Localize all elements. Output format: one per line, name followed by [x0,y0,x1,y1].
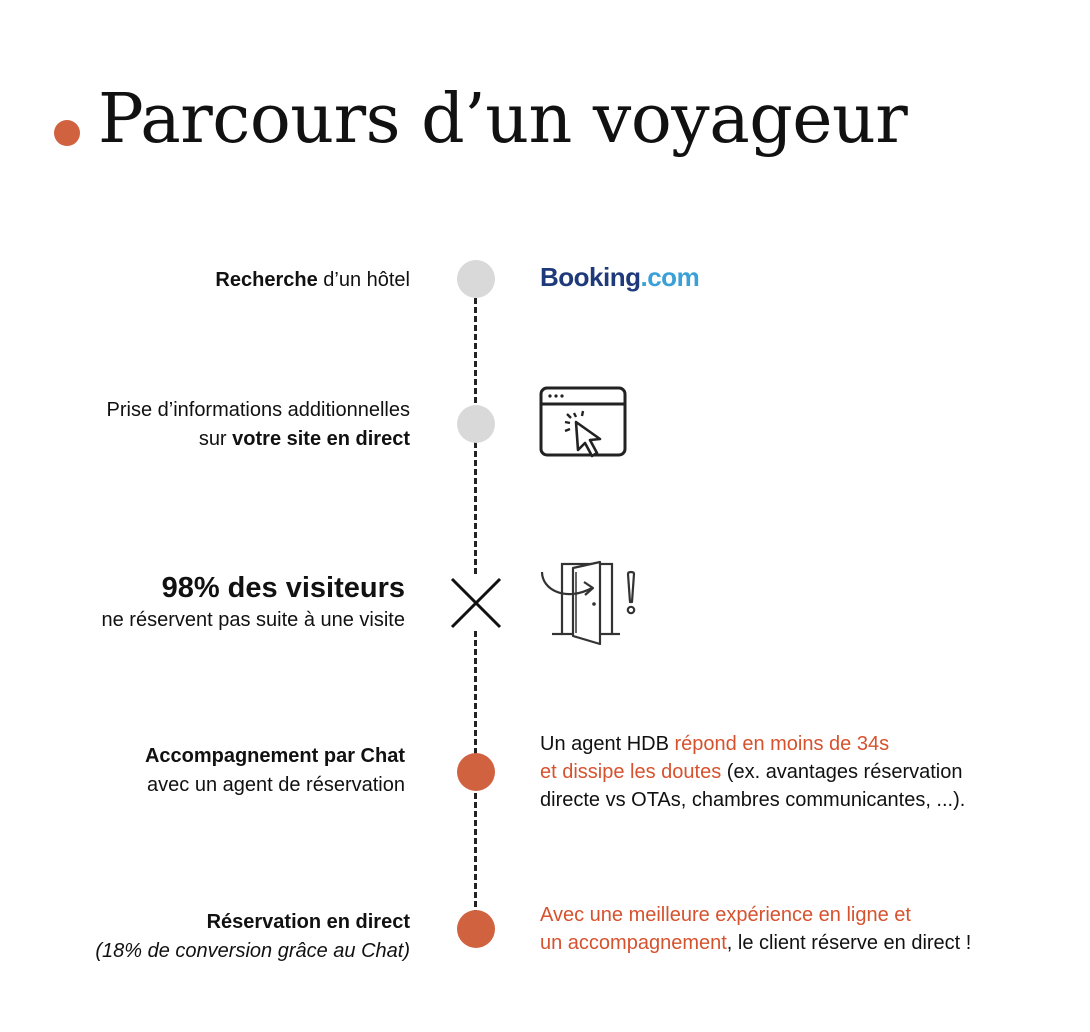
booking-logo-part2: .com [640,262,700,292]
step-4-desc-line2 [540,758,965,786]
step-2-label-line2-bold: votre site en direct [232,428,410,450]
step-3-label [101,570,405,635]
door-exit-alert-icon [536,558,646,653]
step-1-label [215,266,410,295]
booking-logo [540,262,699,293]
step-2-label-line2 [107,425,411,454]
step-5-node [457,910,495,948]
step-2-label-line1: Prise d’informations additionnelles [106,399,410,421]
page-title: Parcours d’un voyageur [98,80,908,159]
browser-click-icon [538,384,630,465]
step-4-node [457,753,495,791]
step-2-node [457,405,495,443]
step-4-label [145,742,405,800]
step-5-label-bold: Réservation en direct [206,911,410,933]
step-4-desc-line1-prefix: Un agent HDB [540,733,675,755]
step-4-label-line2: avec un agent de réservation [147,774,405,796]
step-4-desc-line2-rest: (ex. avantages réservation [721,761,963,783]
step-3-label-line2: ne réservent pas suite à une visite [101,609,405,631]
step-4-description [540,730,965,814]
step-5-desc-line2-accent: un accompagnement [540,932,727,954]
step-5-label-italic: (18% de conversion grâce au Chat) [95,940,410,962]
step-5-description [540,901,971,957]
step-4-desc-line2-accent: et dissipe les doutes [540,761,722,783]
step-1-label-bold: Recherche [215,269,318,291]
step-4-label-bold: Accompagnement par Chat [144,745,405,767]
step-1-node [457,260,495,298]
step-5-desc-line2 [540,929,971,957]
step-5-label [95,908,410,966]
step-5-desc-line2-rest: , le client réserve en direct ! [726,932,972,954]
title-bullet [54,120,80,146]
step-4-desc-line3: directe vs OTAs, chambres communicantes, ...). [540,789,966,811]
step-3-cross-icon [449,576,503,630]
step-4-desc-line1-accent: répond en moins de 34s [674,733,890,755]
step-5-desc-line1-accent: Avec une meilleure expérience en ligne et [540,904,911,926]
step-3-label-big: 98% des visiteurs [161,572,405,604]
step-2-label [107,396,411,454]
booking-logo-part1: Booking [540,262,641,292]
step-1-label-rest: d’un hôtel [317,269,410,291]
step-2-label-line2-prefix: sur [198,428,233,450]
step-4-desc-line1 [540,730,965,758]
